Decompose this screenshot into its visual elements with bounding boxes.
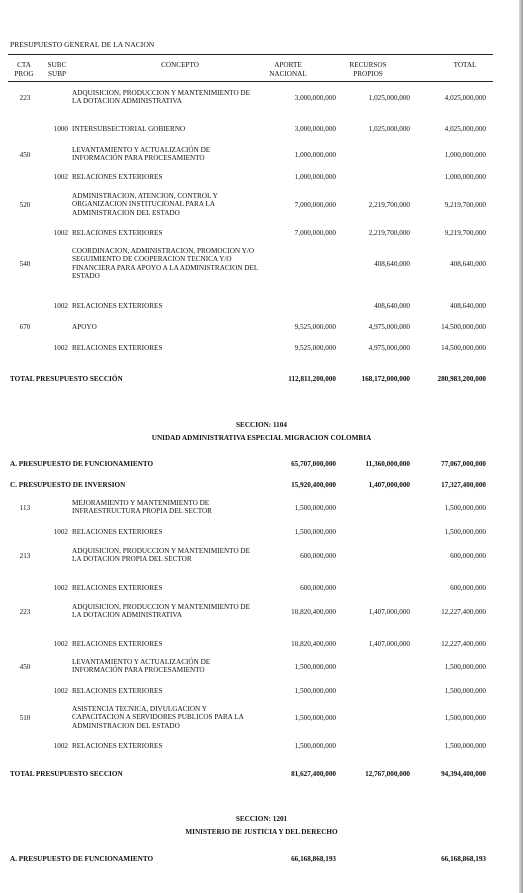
funcionamiento-aporte: 66,168,868,193 bbox=[291, 855, 336, 863]
inversion-label: C. PRESUPUESTO DE INVERSION bbox=[10, 481, 126, 489]
concepto-cell: COORDINACION, ADMINISTRACION, PROMOCION Y/O SEGUIMIENTO DE COOPERACION TECNICA Y/O FINANCIERA PARA APOYO A LA ADMINISTRACION DEL ESTADO bbox=[72, 247, 258, 280]
header-cta bbox=[10, 61, 38, 78]
total-cell: 1,500,000,000 bbox=[444, 503, 486, 512]
recursos-cell: 408,640,000 bbox=[374, 302, 410, 310]
page-edge-shadow bbox=[519, 0, 523, 893]
section-total-aporte: 112,811,200,000 bbox=[288, 375, 336, 383]
aporte-cell: 1,000,000,000 bbox=[294, 173, 336, 181]
section-total-total: 94,394,400,000 bbox=[441, 770, 486, 778]
concepto-cell: APOYO bbox=[72, 323, 97, 331]
subc-cell: 1002 bbox=[53, 344, 68, 352]
concepto-cell: ASISTENCIA TECNICA, DIVULGACION Y CAPACITACION A SERVIDORES PUBLICOS PARA LA ADMINISTRACION DEL ESTADO bbox=[72, 705, 244, 730]
header-top-rule bbox=[8, 54, 493, 55]
concepto-cell: RELACIONES EXTERIORES bbox=[72, 173, 163, 181]
concepto-cell: RELACIONES EXTERIORES bbox=[72, 584, 163, 592]
concepto-cell: RELACIONES EXTERIORES bbox=[72, 742, 163, 750]
subc-cell: 1002 bbox=[53, 302, 68, 310]
cta-cell: 540 bbox=[19, 259, 31, 268]
recursos-cell: 1,407,000,000 bbox=[368, 607, 410, 616]
subc-cell: 1002 bbox=[53, 528, 68, 536]
concepto-cell: LEVANTAMIENTO Y ACTUALIZACIÓN DE INFORMACIÓN PARA PROCESAMIENTO bbox=[72, 658, 211, 675]
subc-cell: 1002 bbox=[53, 687, 68, 695]
total-cell: 9,219,700,000 bbox=[444, 229, 486, 237]
aporte-cell: 9,525,000,000 bbox=[294, 344, 336, 352]
header-recursos-line2: PROPIOS bbox=[353, 69, 383, 78]
inversion-aporte: 15,920,400,000 bbox=[291, 481, 336, 489]
cta-cell: 520 bbox=[19, 200, 31, 209]
header-cta-line2: PROG bbox=[14, 69, 34, 78]
aporte-cell: 1,500,000,000 bbox=[294, 687, 336, 695]
total-cell: 1,500,000,000 bbox=[444, 713, 486, 722]
header-recursos bbox=[335, 61, 401, 78]
concepto-cell: LEVANTAMIENTO Y ACTUALIZACIÓN DE INFORMACIÓN PARA PROCESAMIENTO bbox=[72, 146, 211, 163]
header-aporte-line2: NACIONAL bbox=[269, 69, 307, 78]
aporte-cell: 3,000,000,000 bbox=[294, 125, 336, 133]
subc-cell: 1002 bbox=[53, 584, 68, 592]
aporte-cell: 1,500,000,000 bbox=[294, 503, 336, 512]
concepto-cell: RELACIONES EXTERIORES bbox=[72, 229, 163, 237]
section-total-aporte: 81,627,400,000 bbox=[291, 770, 336, 778]
aporte-cell: 1,500,000,000 bbox=[294, 528, 336, 536]
section-total-label: TOTAL PRESUPUESTO SECCION bbox=[10, 770, 123, 778]
recursos-cell: 4,975,000,000 bbox=[368, 323, 410, 331]
concepto-cell: INTERSUBSECTORIAL GOBIERNO bbox=[72, 125, 186, 133]
funcionamiento-recursos: 11,360,000,000 bbox=[365, 460, 410, 468]
aporte-cell: 7,000,000,000 bbox=[294, 229, 336, 237]
total-cell: 1,500,000,000 bbox=[444, 662, 486, 671]
total-cell: 600,000,000 bbox=[450, 584, 486, 592]
header-subc-line1: SUBC bbox=[47, 61, 67, 69]
section-total-recursos: 168,172,000,000 bbox=[361, 375, 410, 383]
header-subc-line2: SUBP bbox=[48, 69, 66, 78]
concepto-cell: ADQUISICION, PRODUCCION Y MANTENIMIENTO DE LA DOTACION ADMINISTRATIVA bbox=[72, 89, 251, 106]
aporte-cell: 9,525,000,000 bbox=[294, 323, 336, 331]
total-cell: 1,500,000,000 bbox=[444, 528, 486, 536]
recursos-cell: 2,219,700,000 bbox=[368, 200, 410, 209]
cta-cell: 223 bbox=[19, 93, 31, 102]
total-cell: 408,640,000 bbox=[450, 302, 486, 310]
section-heading: SECCION: 1104 bbox=[236, 421, 287, 429]
concepto-cell: RELACIONES EXTERIORES bbox=[72, 344, 163, 352]
total-cell: 14,500,000,000 bbox=[441, 344, 486, 352]
concepto-cell: ADQUISICION, PRODUCCION Y MANTENIMIENTO DE LA DOTACION PROPIA DEL SECTOR bbox=[72, 547, 251, 564]
total-cell: 1,000,000,000 bbox=[444, 173, 486, 181]
aporte-cell: 600,000,000 bbox=[300, 584, 336, 592]
funcionamiento-total: 77,067,000,000 bbox=[441, 460, 486, 468]
header-aporte-line1: APORTE bbox=[274, 61, 302, 69]
inversion-recursos: 1,407,000,000 bbox=[368, 481, 410, 489]
aporte-cell: 1,500,000,000 bbox=[294, 662, 336, 671]
page-title: PRESUPUESTO GENERAL DE LA NACION bbox=[10, 40, 155, 49]
funcionamiento-label: A. PRESUPUESTO DE FUNCIONAMIENTO bbox=[10, 855, 154, 863]
header-bottom-rule bbox=[8, 81, 493, 82]
subc-cell: 1002 bbox=[53, 173, 68, 181]
aporte-cell: 10,820,400,000 bbox=[291, 640, 336, 648]
aporte-cell: 1,500,000,000 bbox=[294, 713, 336, 722]
concepto-cell: RELACIONES EXTERIORES bbox=[72, 640, 163, 648]
aporte-cell: 7,000,000,000 bbox=[294, 200, 336, 209]
concepto-cell: ADQUISICION, PRODUCCION Y MANTENIMIENTO DE LA DOTACION ADMINISTRATIVA bbox=[72, 603, 251, 620]
subc-cell: 1002 bbox=[53, 229, 68, 237]
total-cell: 9,219,700,000 bbox=[444, 200, 486, 209]
header-recursos-line1: RECURSOS bbox=[349, 61, 387, 69]
aporte-cell: 10,820,400,000 bbox=[291, 607, 336, 616]
inversion-total: 17,327,400,000 bbox=[441, 481, 486, 489]
recursos-cell: 2,219,700,000 bbox=[368, 229, 410, 237]
total-cell: 12,227,400,000 bbox=[441, 640, 486, 648]
cta-cell: 450 bbox=[19, 662, 31, 671]
concepto-cell: RELACIONES EXTERIORES bbox=[72, 528, 163, 536]
funcionamiento-aporte: 65,707,000,000 bbox=[291, 460, 336, 468]
header-total: TOTAL bbox=[453, 61, 477, 69]
concepto-cell: MEJORAMIENTO Y MANTENIMIENTO DE INFRAESTRUCTURA PROPIA DEL SECTOR bbox=[72, 499, 212, 516]
section-name: UNIDAD ADMINISTRATIVA ESPECIAL MIGRACION COLOMBIA bbox=[151, 434, 372, 442]
header-subc bbox=[44, 61, 70, 78]
total-cell: 12,227,400,000 bbox=[441, 607, 486, 616]
cta-cell: 223 bbox=[19, 607, 31, 616]
cta-cell: 670 bbox=[19, 323, 31, 331]
cta-cell: 510 bbox=[19, 713, 31, 722]
subc-cell: 1002 bbox=[53, 742, 68, 750]
funcionamiento-total: 66,168,868,193 bbox=[441, 855, 486, 863]
total-cell: 600,000,000 bbox=[450, 551, 486, 560]
concepto-cell: RELACIONES EXTERIORES bbox=[72, 687, 163, 695]
section-total-total: 280,983,200,000 bbox=[437, 375, 486, 383]
total-cell: 408,640,000 bbox=[450, 259, 486, 268]
funcionamiento-label: A. PRESUPUESTO DE FUNCIONAMIENTO bbox=[10, 460, 154, 468]
total-cell: 4,025,000,000 bbox=[444, 125, 486, 133]
concepto-cell: ADMINISTRACION, ATENCION, CONTROL Y ORGANIZACION INSTITUCIONAL PARA LA ADMINISTRACION DEL ESTADO bbox=[72, 192, 218, 217]
subc-cell: 1000 bbox=[53, 125, 68, 133]
total-cell: 4,025,000,000 bbox=[444, 93, 486, 102]
total-cell: 1,500,000,000 bbox=[444, 687, 486, 695]
section-total-label: TOTAL PRESUPUESTO SECCIÓN bbox=[10, 375, 123, 383]
recursos-cell: 4,975,000,000 bbox=[368, 344, 410, 352]
cta-cell: 450 bbox=[19, 150, 31, 159]
recursos-cell: 1,025,000,000 bbox=[368, 125, 410, 133]
aporte-cell: 600,000,000 bbox=[300, 551, 336, 560]
subc-cell: 1002 bbox=[53, 640, 68, 648]
header-concepto: CONCEPTO bbox=[161, 61, 199, 69]
recursos-cell: 1,025,000,000 bbox=[368, 93, 410, 102]
recursos-cell: 408,640,000 bbox=[374, 259, 410, 268]
section-total-recursos: 12,767,000,000 bbox=[365, 770, 410, 778]
total-cell: 1,000,000,000 bbox=[444, 150, 486, 159]
total-cell: 1,500,000,000 bbox=[444, 742, 486, 750]
aporte-cell: 1,500,000,000 bbox=[294, 742, 336, 750]
cta-cell: 113 bbox=[19, 503, 31, 512]
total-cell: 14,500,000,000 bbox=[441, 323, 486, 331]
section-heading: SECCION: 1201 bbox=[235, 815, 288, 823]
section-name: MINISTERIO DE JUSTICIA Y DEL DERECHO bbox=[185, 828, 338, 836]
header-aporte bbox=[255, 61, 321, 78]
aporte-cell: 1,000,000,000 bbox=[294, 150, 336, 159]
cta-cell: 213 bbox=[19, 551, 31, 560]
aporte-cell: 3,000,000,000 bbox=[294, 93, 336, 102]
header-cta-line1: CTA bbox=[17, 61, 31, 69]
concepto-cell: RELACIONES EXTERIORES bbox=[72, 302, 163, 310]
recursos-cell: 1,407,000,000 bbox=[368, 640, 410, 648]
